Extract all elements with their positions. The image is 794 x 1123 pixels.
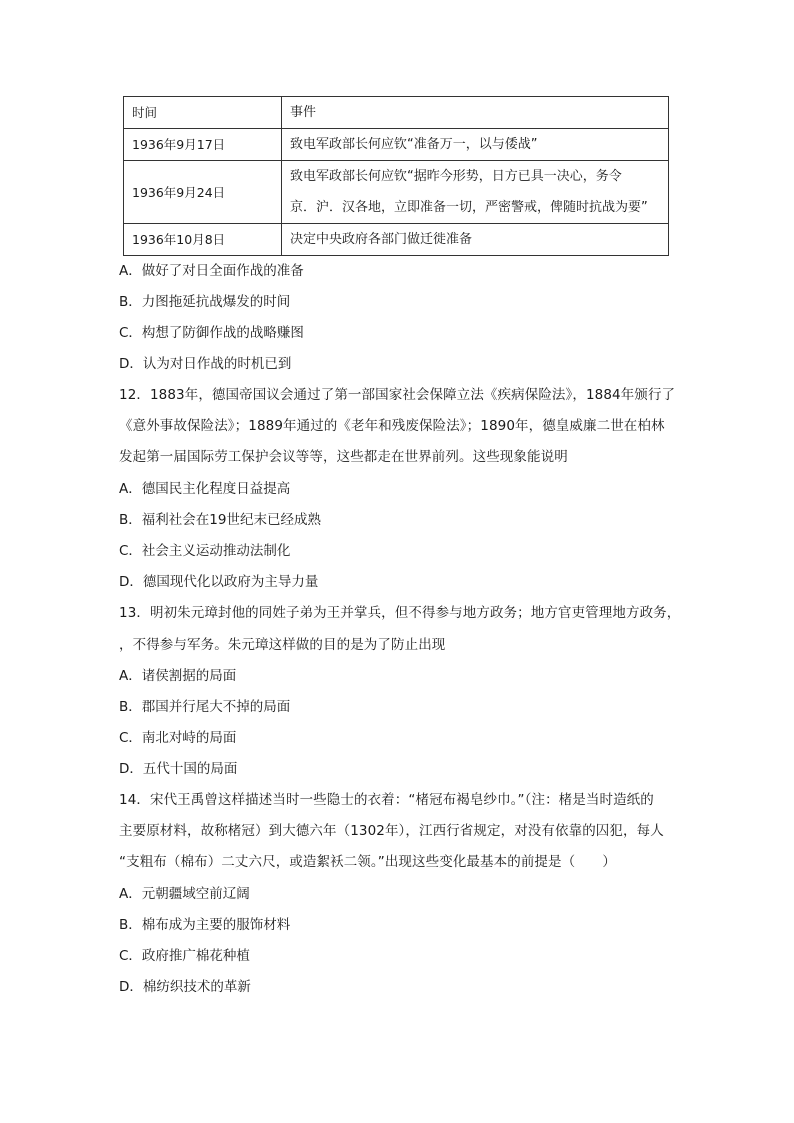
header-event: 事件 bbox=[282, 97, 669, 129]
q14-option-c: C．政府推广棉花种植 bbox=[119, 948, 250, 964]
q12-option-d: D．德国现代化以政府为主导力量 bbox=[119, 574, 319, 590]
q12-stem-line: 12．1883年，德国帝国议会通过了第一部国家社会保障立法《疾病保险法》，1884年颁行了 bbox=[119, 387, 676, 403]
q12-stem-line: 《意外事故保险法》；1889年通过的《老年和残废保险法》；1890年，德皇威廉二世在柏林 bbox=[119, 418, 665, 434]
q12-stem-line: 发起第一届国际劳工保护会议等等，这些都走在世界前列。这些现象能说明 bbox=[119, 449, 568, 465]
row-event-line: 京．沪．汉各地，立即准备一切，严密警戒，俾随时抗战为要” bbox=[290, 200, 648, 215]
q13-option-d: D．五代十国的局面 bbox=[119, 761, 238, 777]
table-header-row bbox=[124, 97, 669, 129]
q11-option-c: C．构想了防御作战的战略赚图 bbox=[119, 325, 304, 341]
q12-option-b: B．福利社会在19世纪末已经成熟 bbox=[119, 512, 321, 528]
q14-stem-line: 主要原材料，故称楮冠）到大德六年（1302年），江西行省规定，对没有依靠的囚犯，每人 bbox=[119, 823, 664, 839]
q13-option-c: C．南北对峙的局面 bbox=[119, 730, 237, 746]
row-time: 1936年10月8日 bbox=[124, 224, 282, 256]
row-event: 致电军政部长何应钦“准备万一，以与倭战” bbox=[282, 129, 669, 161]
q14-option-a: A．元朝疆域空前辽阔 bbox=[119, 886, 250, 902]
table-row bbox=[124, 224, 669, 256]
q14-stem-line: 14．宋代王禹曾这样描述当时一些隐士的衣着：“楮冠布褐皂纱巾。”（注：楮是当时造纸的 bbox=[119, 792, 654, 808]
q11-option-b: B．力图拖延抗战爆发的时间 bbox=[119, 294, 291, 310]
q14-stem-line: “支粗布（棉布）二丈六尺，或造絮袄二领。”出现这些变化最基本的前提是（ ） bbox=[119, 854, 617, 870]
row-event: 决定中央政府各部门做迁徙准备 bbox=[282, 224, 669, 256]
q13-stem-line: 13．明初朱元璋封他的同姓子弟为王并掌兵，但不得参与地方政务；地方官吏管理地方政务， bbox=[119, 605, 681, 621]
q12-option-a: A．德国民主化程度日益提高 bbox=[119, 481, 291, 497]
q14-option-b: B．棉布成为主要的服饰材料 bbox=[119, 917, 291, 933]
row-event-line: 致电军政部长何应钦“据昨今形势，日方已具一决心，务令 bbox=[290, 169, 622, 184]
q14-option-d: D．棉纺织技术的革新 bbox=[119, 979, 251, 995]
q11-option-a: A．做好了对日全面作战的准备 bbox=[119, 263, 304, 279]
row-event bbox=[282, 161, 669, 224]
events-table bbox=[123, 96, 669, 256]
q13-stem-line: ，不得参与军务。朱元璋这样做的目的是为了防止出现 bbox=[119, 637, 446, 653]
table-row bbox=[124, 129, 669, 161]
table-row bbox=[124, 161, 669, 224]
q13-option-b: B．郡国并行尾大不掉的局面 bbox=[119, 699, 291, 715]
row-time: 1936年9月17日 bbox=[124, 129, 282, 161]
header-time: 时间 bbox=[124, 97, 282, 129]
q11-option-d: D．认为对日作战的时机已到 bbox=[119, 356, 292, 372]
q12-option-c: C．社会主义运动推动法制化 bbox=[119, 543, 291, 559]
row-time: 1936年9月24日 bbox=[124, 161, 282, 224]
q13-option-a: A．诸侯割据的局面 bbox=[119, 668, 237, 684]
